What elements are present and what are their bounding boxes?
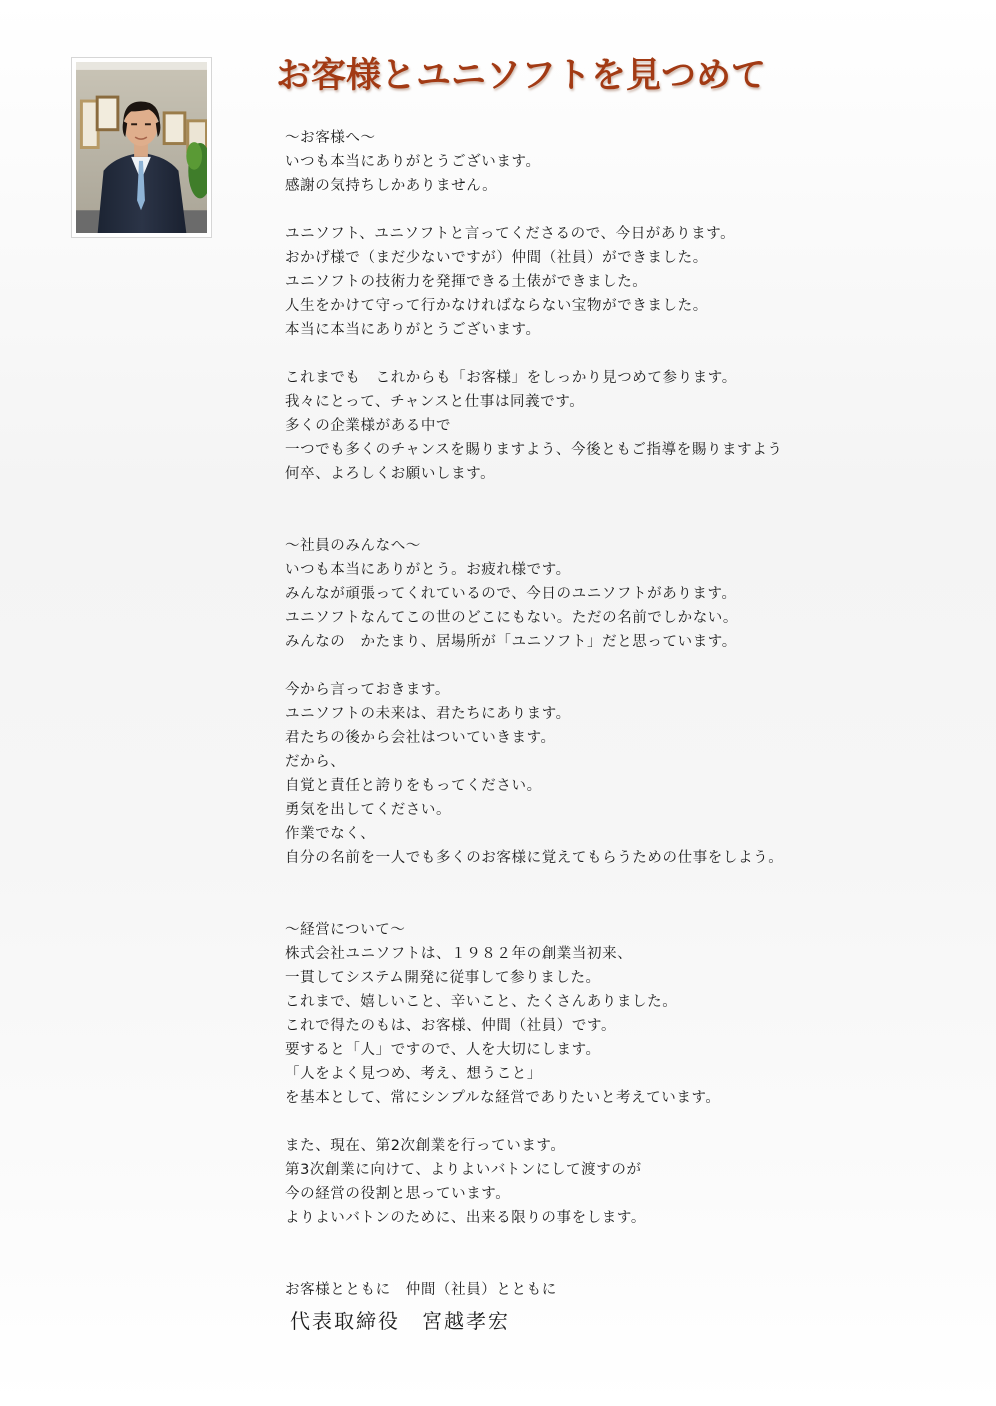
message-line: 何卒、よろしくお願いします。 (285, 466, 496, 482)
message-line: ユニソフト、ユニソフトと言ってくださるので、今日があります。 (285, 226, 736, 242)
message-line: 自分の名前を一人でも多くのお客様に覚えてもらうための仕事をしよう。 (285, 850, 784, 866)
message-line: 自覚と責任と誇りをもってください。 (285, 778, 542, 794)
blank-line (285, 870, 885, 894)
message-line: これで得たのもは、お客様、仲間（社員）です。 (285, 1018, 617, 1034)
message-line: これまでも これからも「お客様」をしっかり見つめて参ります。 (285, 370, 737, 386)
message-line: ～経営について～ (285, 922, 406, 938)
message-line: 本当に本当にありがとうございます。 (285, 322, 541, 338)
message-line: 第3次創業に向けて、よりよいバトンにして渡すのが (285, 1162, 642, 1178)
message-line: 人生をかけて守って行かなければならない宝物ができました。 (285, 298, 708, 314)
message-line: 株式会社ユニソフトは、１９８２年の創業当初来、 (285, 946, 633, 962)
blank-line (285, 1254, 885, 1278)
message-line: を基本として、常にシンプルな経営でありたいと考えています。 (285, 1090, 721, 1106)
message-line: 我々にとって、チャンスと仕事は同義です。 (285, 394, 585, 410)
message-line: 多くの企業様がある中で (285, 418, 452, 434)
message-line: 一貫してシステム開発に従事して参りました。 (285, 970, 601, 986)
message-line: ユニソフトなんてこの世のどこにもない。ただの名前でしかない。 (285, 610, 738, 626)
message-line: ユニソフトの未来は、君たちにあります。 (285, 706, 571, 722)
message-line: 君たちの後から会社はついていきます。 (285, 730, 556, 746)
blank-line (285, 342, 885, 366)
message-line: よりよいバトンのために、出来る限りの事をします。 (285, 1210, 646, 1226)
message-line: 今の経営の役割と思っています。 (285, 1186, 511, 1202)
blank-line (285, 198, 885, 222)
blank-line (285, 894, 885, 918)
message-line: 今から言っておきます。 (285, 682, 450, 698)
blank-line (285, 1230, 885, 1254)
message-line: おかげ様で（まだ少ないですが）仲間（社員）ができました。 (285, 250, 708, 266)
message-line: いつも本当にありがとうございます。 (285, 154, 541, 170)
message-line: 要すると「人」ですので、人を大切にします。 (285, 1042, 601, 1058)
president-photo (76, 62, 207, 233)
blank-line (285, 654, 885, 678)
message-line: みんなが頑張ってくれているので、今日のユニソフトがあります。 (285, 586, 737, 602)
message-line: ～社員のみんなへ～ (285, 538, 421, 554)
message-line: いつも本当にありがとう。お疲れ様です。 (285, 562, 571, 578)
message-line: ユニソフトの技術力を発揮できる土俵ができました。 (285, 274, 648, 290)
message-line: だから、 (285, 754, 346, 770)
blank-line (285, 510, 885, 534)
message-line: ～お客様へ～ (285, 130, 376, 146)
message-line: 作業でなく、 (285, 826, 376, 842)
message-line: 感謝の気持ちしかありません。 (285, 178, 498, 194)
message-line: また、現在、第2次創業を行っています。 (285, 1138, 566, 1154)
message-line: みんなの かたまり、居場所が「ユニソフト」だと思っています。 (285, 634, 737, 650)
message-body (285, 126, 885, 1302)
message-line: お客様とともに 仲間（社員）とともに (285, 1282, 557, 1298)
message-line: 「人をよく見つめ、考え、想うこと」 (285, 1066, 542, 1082)
signature-name: 代表取締役 宮越孝宏 (290, 1309, 510, 1333)
message-line: 一つでも多くのチャンスを賜りますよう、今後ともご指導を賜りますよう (285, 442, 783, 458)
president-photo-frame (71, 57, 212, 238)
message-line: これまで、嬉しいこと、辛いこと、たくさんありました。 (285, 994, 678, 1010)
blank-line (285, 1110, 885, 1134)
blank-line (285, 486, 885, 510)
message-line: 勇気を出してください。 (285, 802, 452, 818)
page-title: お客様とユニソフトを見つめて (276, 56, 767, 96)
